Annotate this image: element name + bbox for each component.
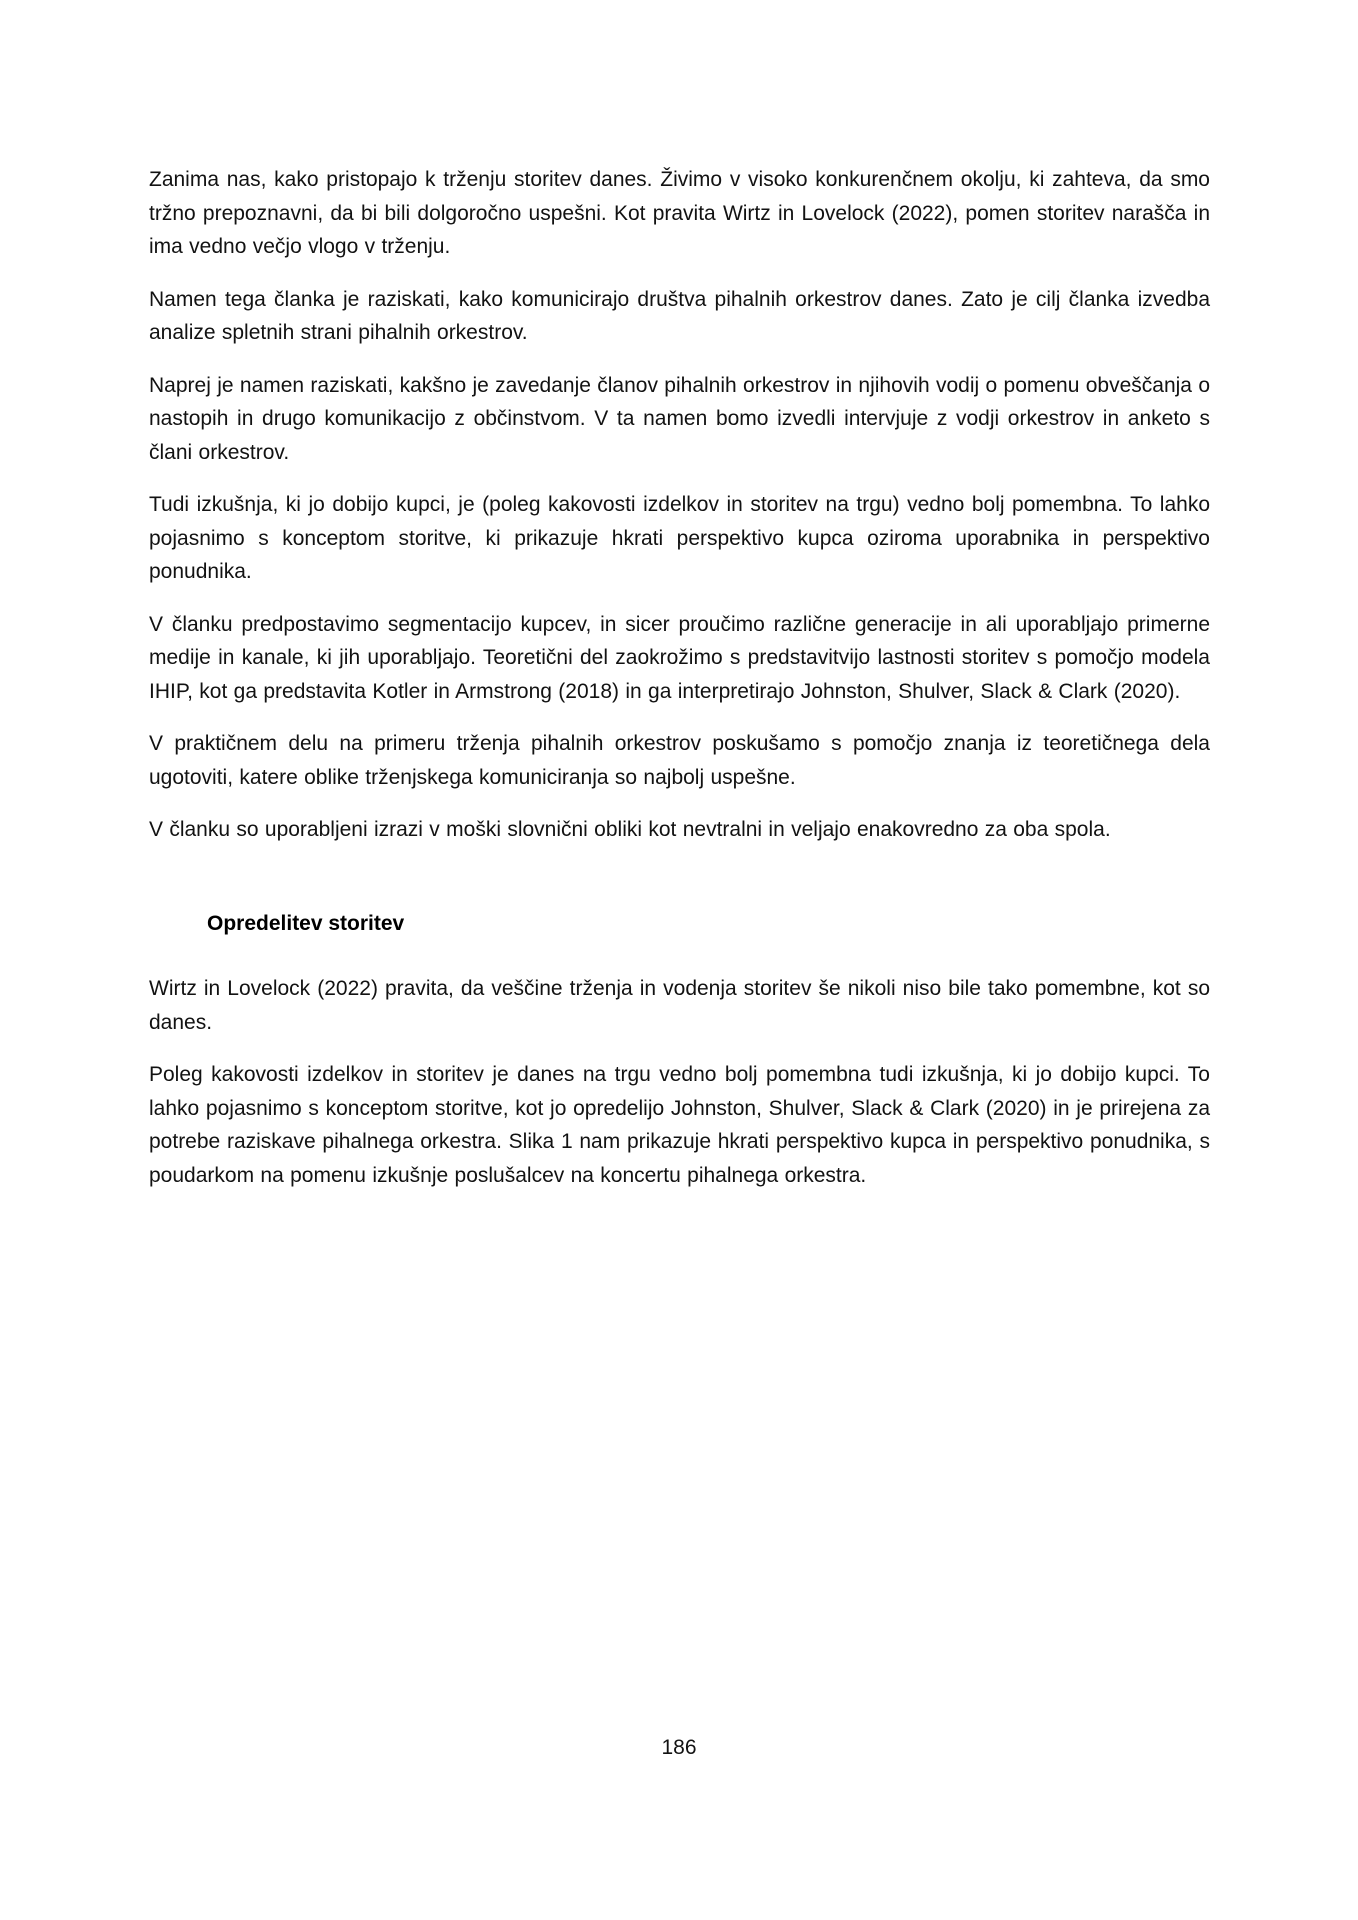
paragraph-intro-2: Namen tega članka je raziskati, kako komunicirajo društva pihalnih orkestrov danes. Zato je cilj članka izvedba analize spletnih strani pihalnih orkestrov. (149, 287, 1210, 344)
paragraph-intro-4: Tudi izkušnja, ki jo dobijo kupci, je (poleg kakovosti izdelkov in storitev na trgu) vedno bolj pomembna. To lahko pojasnimo s konceptom storitve, ki prikazuje hkrati perspektivo kupca oziroma uporabnika in perspektivo ponudnika. (149, 493, 1210, 583)
paragraph-intro-5: V članku predpostavimo segmentacijo kupcev, in sicer proučimo različne generacije in ali uporabljajo primerne medije in kanale, ki jih uporabljajo. Teoretični del zaokrožimo s predstavitvijo lastnosti storitev s pomočjo modela IHIP, kot ga predstavita Kotler in Armstrong (2018) in ga interpretirajo Johnston, Shulver, Slack & Clark (2020). (149, 612, 1210, 703)
page-number: 186 (661, 1736, 697, 1759)
page-footer (0, 1731, 1358, 1765)
paragraph-intro-6: V praktičnem delu na primeru trženja pihalnih orkestrov poskušamo s pomočjo znanja iz teoretičnega dela ugotoviti, katere oblike trženjskega komuniciranja so najbolj uspešne. (149, 732, 1210, 789)
section-heading: Opredelitev storitev (207, 911, 405, 935)
paragraph-intro-1: Zanima nas, kako pristopajo k trženju storitev danes. Živimo v visoko konkurenčnem okolju, ki zahteva, da smo tržno prepoznavni, da bi bili dolgoročno uspešni. Kot pravita Wirtz in Lovelock (2022), pomen storitev narašča in ima vedno večjo vlogo v trženju. (149, 168, 1210, 258)
paragraph-section-2: Poleg kakovosti izdelkov in storitev je danes na trgu vedno bolj pomembna tudi izkušnja, ki jo dobijo kupci. To lahko pojasnimo s konceptom storitve, kot jo opredelijo Johnston, Shulver, Slack & Clark (2020) in je prirejena za potrebe raziskave pihalnega orkestra. Slika 1 nam prikazuje hkrati perspektivo kupca in perspektivo ponudnika, s poudarkom na pomenu izkušnje poslušalcev na koncertu pihalnega orkestra. (149, 1063, 1210, 1187)
paragraph-intro-3: Naprej je namen raziskati, kakšno je zavedanje članov pihalnih orkestrov in njihovih vodij o pomenu obveščanja o nastopih in drugo komunikacijo z občinstvom. V ta namen bomo izvedli intervjuje z vodji orkestrov in anketo s člani orkestrov. (149, 373, 1210, 464)
paragraph-intro-7: V članku so uporabljeni izrazi v moški slovnični obliki kot nevtralni in veljajo enakovredno za oba spola. (149, 818, 1111, 841)
paragraph-section-1: Wirtz in Lovelock (2022) pravita, da veščine trženja in vodenja storitev še nikoli niso bile tako pomembne, kot so danes. (149, 977, 1210, 1034)
article-body (149, 163, 1210, 1211)
